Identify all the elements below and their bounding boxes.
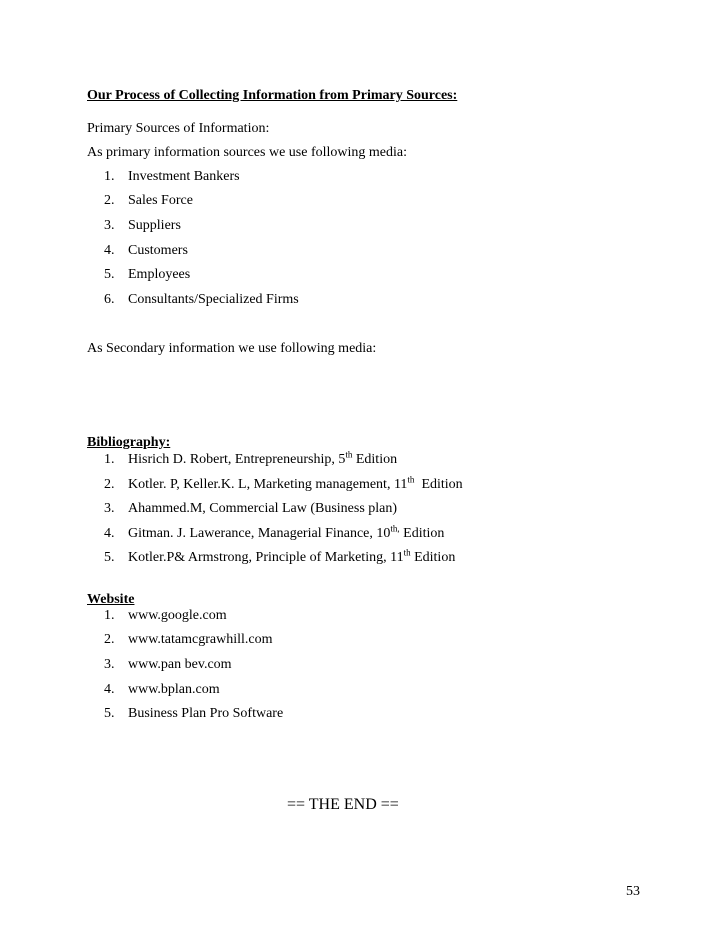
list-item: Gitman. J. Lawerance, Managerial Finance, $10^{th,}$ Edition [128, 523, 445, 541]
primary-sources-heading: Our Process of Collecting Information from Primary Sources: [87, 88, 458, 103]
list-item: Business Plan Pro Software [128, 706, 284, 721]
list-item-number: 2. [104, 193, 115, 208]
page-number: 53 [626, 884, 640, 899]
list-item: Ahammed.M, Commercial Law (Business plan) [128, 501, 398, 516]
primary-sources-intro: As primary information sources we use following media: [87, 145, 407, 160]
list-item-number: 1. [104, 608, 115, 623]
list-item-number: 1. [104, 169, 115, 184]
list-item: Suppliers [128, 218, 181, 233]
list-item-number: 5. [104, 550, 115, 565]
list-item: Kotler.P& Armstrong, Principle of Marketing, 11th Edition [128, 547, 456, 565]
list-item: Customers [128, 243, 188, 258]
list-item-number: 4. [104, 682, 115, 697]
list-item: Consultants/Specialized Firms [128, 292, 299, 307]
list-item-number: 3. [104, 657, 115, 672]
bibliography-heading: Bibliography: [87, 435, 171, 450]
list-item-number: 4. [104, 243, 115, 258]
the-end-text: == THE END == [287, 796, 399, 813]
list-item-number: 5. [104, 267, 115, 282]
list-item-number: 5. [104, 706, 115, 721]
list-item: Employees [128, 267, 191, 282]
list-item-number: 2. [104, 477, 115, 492]
list-item: Sales Force [128, 193, 193, 208]
list-item: Hisrich D. Robert, Entrepreneurship, 5th Edition [128, 449, 398, 467]
primary-sources-subheading: Primary Sources of Information: [87, 121, 270, 136]
list-item: Investment Bankers [128, 169, 240, 184]
list-item-number: 1. [104, 452, 115, 467]
list-item-number: 4. [104, 526, 115, 541]
list-item: www.pan bev.com [128, 657, 232, 672]
list-item-number: 6. [104, 292, 115, 307]
secondary-sources-intro: As Secondary information we use following media: [87, 341, 377, 356]
list-item: www.google.com [128, 608, 227, 623]
list-item: www.bplan.com [128, 682, 220, 697]
list-item-number: 2. [104, 632, 115, 647]
list-item: Kotler. P, Keller.K. L, Marketing management, 11th Edition [128, 474, 463, 492]
list-item-number: 3. [104, 218, 115, 233]
list-item-number: 3. [104, 501, 115, 516]
list-item: www.tatamcgrawhill.com [128, 632, 273, 647]
website-heading: Website [87, 592, 135, 607]
